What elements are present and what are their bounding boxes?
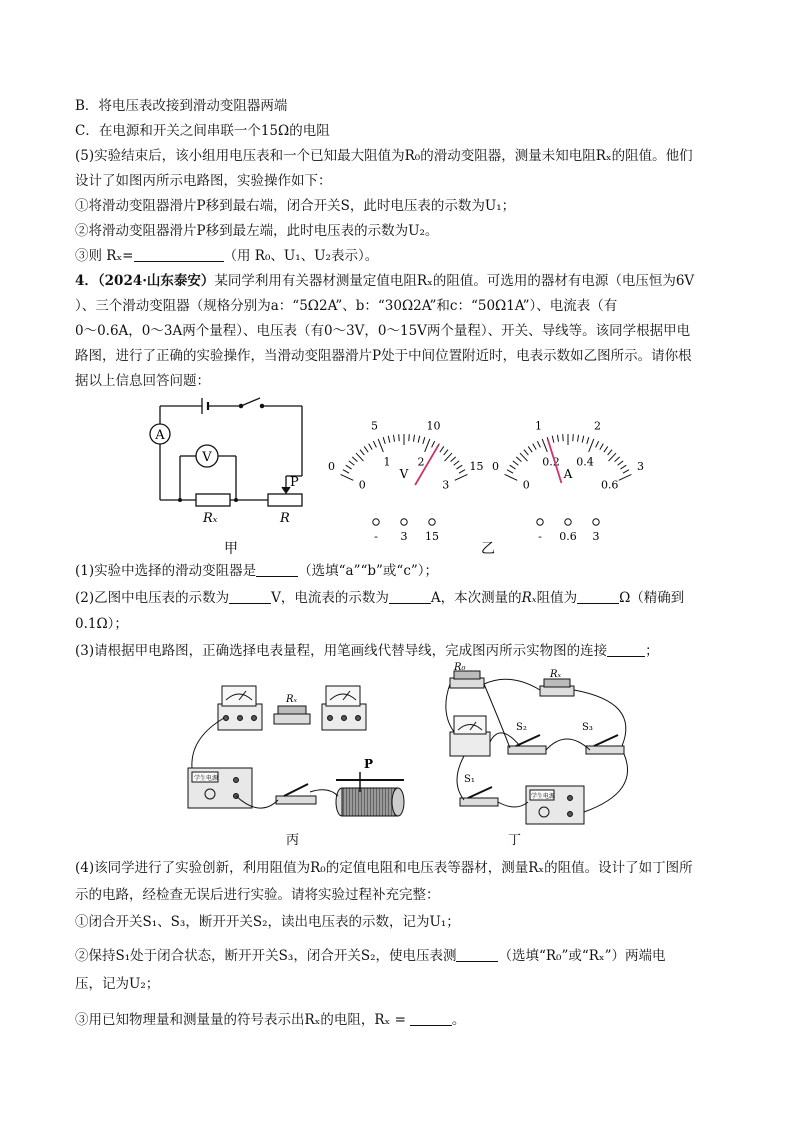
voltmeter-tick — [451, 457, 456, 462]
ammeter-tick — [573, 434, 574, 441]
voltmeter-tick — [373, 441, 376, 447]
ammeter-tick — [589, 439, 594, 452]
voltmeter-tick — [454, 461, 460, 465]
voltmeter-terminal-label: 15 — [425, 530, 439, 543]
ammeter-tick — [623, 470, 629, 473]
voltmeter-tick — [444, 450, 448, 455]
q2-line2: 0.1Ω）； — [75, 616, 128, 632]
voltmeter-tick — [369, 444, 373, 450]
q4sub-step3 — [75, 1010, 465, 1030]
voltmeter-tick — [425, 439, 430, 452]
q4sub-step3-a: ③用已知物理量和测量量的符号表示出Rₓ的电阻，Rₓ = — [75, 1012, 406, 1028]
s2-label: S₂ — [516, 722, 527, 733]
ammeter-tick — [507, 470, 513, 473]
q4sub-line2: 示的电路，经检查无误后进行实验。请将实验过程补充完整： — [75, 887, 440, 903]
circuit-diagram-jia — [140, 396, 320, 556]
voltmeter-tick — [399, 434, 400, 441]
ammeter-tick — [563, 434, 564, 441]
ammeter-tick — [608, 453, 616, 461]
voltmeter-tick — [349, 461, 355, 465]
q3-suffix: ； — [645, 643, 659, 659]
ammeter-tick — [552, 436, 554, 443]
ammeter-terminal[interactable] — [537, 519, 543, 525]
voltmeter-bottom-tick-label: 0 — [358, 478, 366, 492]
voltmeter-terminal[interactable] — [401, 519, 407, 525]
q2-part-c: A，本次测量的 — [430, 590, 522, 606]
q5-step1: ①将滑动变阻器滑片P移到最右端，闭合开关S，此时电压表的示数为U₁； — [75, 198, 516, 214]
voltmeter-terminal[interactable] — [373, 519, 379, 525]
r-label: R — [280, 511, 290, 526]
voltmeter-top-tick-label: 5 — [370, 419, 378, 433]
ding-rx-label: Rₓ — [550, 669, 562, 680]
apparatus-p-label: P — [364, 757, 374, 771]
ammeter-tick — [615, 457, 620, 462]
ammeter-tick — [510, 465, 516, 469]
voltmeter-tick — [409, 434, 410, 441]
voltmeter-tick — [360, 450, 364, 455]
figure-caption-jia: 甲 — [224, 541, 238, 556]
q4sub-step3-b: 。 — [451, 1012, 466, 1028]
ammeter-tick — [524, 450, 528, 455]
option-b: B．将电压表改接到滑动变阻器两端 — [75, 98, 288, 114]
ammeter-bottom-tick-label: 0.4 — [576, 455, 594, 469]
answer-blank[interactable] — [134, 247, 224, 262]
voltmeter-tick — [378, 439, 383, 452]
ammeter-tick — [587, 437, 589, 444]
ding-power-label: 学生电源 — [531, 793, 556, 800]
ammeter-tick — [582, 436, 584, 443]
ammeter-tick — [619, 474, 632, 480]
voltmeter-bottom-tick-label: 1 — [383, 455, 391, 469]
ammeter-tick — [513, 461, 519, 465]
q5-step3 — [75, 246, 378, 266]
voltmeter-terminal[interactable] — [429, 519, 435, 525]
voltmeter-tick — [356, 453, 364, 461]
q4sub-blank-1[interactable] — [456, 947, 498, 962]
q1-suffix: （选填“a”“b”或“c”）； — [298, 563, 439, 579]
voltmeter-tick — [383, 437, 385, 444]
option-c: C．在电源和开关之间串联一个15Ω的电阻 — [75, 123, 330, 139]
q1-line — [75, 561, 438, 581]
ammeter-terminal[interactable] — [565, 519, 571, 525]
voltmeter-tick — [444, 453, 452, 461]
ammeter-tick — [516, 457, 521, 462]
ammeter-tick — [533, 444, 537, 450]
q2-part-e: Ω（精确到 — [619, 590, 685, 606]
ammeter-tick — [608, 450, 612, 455]
q4-line1 — [75, 271, 694, 291]
q2-part-b: V，电流表的示数为 — [271, 590, 389, 606]
apparatus-rx-label: Rₓ — [286, 694, 298, 705]
ammeter-tick — [604, 446, 608, 452]
voltmeter-top-tick-label: 10 — [426, 419, 441, 433]
voltmeter-tick — [432, 441, 435, 447]
meters-yi — [318, 396, 678, 556]
ammeter-tick — [520, 453, 528, 461]
voltmeter-unit: V — [399, 467, 409, 481]
q4sub-step1: ①闭合开关S₁、S₃，断开开关S₂，读出电压表的示数，记为U₁； — [75, 914, 460, 930]
voltmeter-tick — [388, 436, 390, 443]
voltmeter-bottom-tick-label: 3 — [442, 478, 450, 492]
q2-part-a: (2)乙图中电压表的示数为 — [75, 590, 230, 606]
voltmeter-tick — [341, 474, 354, 480]
q4sub-step2-a: ②保持S₁处于闭合状态，断开开关S₃，闭合开关S₂，使电压表测 — [75, 948, 457, 964]
voltmeter-tick — [364, 446, 368, 452]
q1-blank[interactable] — [256, 562, 298, 577]
voltmeter-tick — [455, 474, 468, 480]
voltmeter-terminal-label: 3 — [400, 530, 408, 543]
s1-label: S₁ — [464, 774, 475, 785]
voltmeter-tick — [418, 436, 420, 443]
voltmeter-tick — [346, 465, 352, 469]
q5-step3-suffix: （用 R₀、U₁、U₂表示）。 — [223, 248, 379, 264]
ammeter-tick — [618, 461, 624, 465]
rx-label: Rₓ — [203, 511, 218, 526]
voltmeter-tick — [343, 470, 349, 473]
power-supply-label: 学生电源 — [194, 775, 219, 782]
q4sub-line1: (4)该同学进行了实验创新，利用阻值为R₀的定值电阻和电压表等器材，测量Rₓ的阻值。设计了如丁图所 — [75, 860, 693, 876]
s3-label: S₃ — [582, 722, 593, 733]
ammeter-bottom-tick-label: 0.2 — [542, 455, 560, 469]
q4-line4: 路图，进行了正确的实验操作，当滑动变阻器滑片P处于中间位置附近时，电表示数如乙图所示。请你根 — [75, 348, 692, 364]
voltmeter-tick — [352, 457, 357, 462]
slider-label: P — [290, 475, 299, 490]
ammeter-top-tick-label: 2 — [594, 419, 602, 433]
ammeter-tick — [537, 441, 540, 447]
apparatus-bing — [180, 668, 440, 848]
ammeter-terminal-label: - — [538, 530, 542, 543]
voltmeter-tick — [440, 446, 444, 452]
ammeter-dial — [492, 420, 644, 543]
question-number: 4． — [75, 273, 98, 289]
q4sub-step2-b: （选填“R₀”或“Rₓ”）两端电 — [498, 948, 666, 964]
ammeter-top-tick-label: 1 — [534, 419, 542, 433]
ammeter-bottom-tick-label: 0 — [522, 478, 530, 492]
voltmeter-tick — [459, 470, 465, 473]
q3-blank[interactable] — [607, 642, 645, 657]
ammeter-tick — [528, 446, 532, 452]
q2-blank-resistance[interactable] — [577, 589, 619, 604]
ammeter-unit: A — [563, 467, 573, 481]
voltmeter-tick — [423, 437, 425, 444]
q2-blank-current[interactable] — [389, 589, 431, 604]
ammeter-top-tick-label: 0 — [491, 460, 499, 474]
ammeter-terminal[interactable] — [593, 519, 599, 525]
voltmeter-label: V — [202, 450, 212, 465]
ammeter-terminal-label: 3 — [592, 530, 600, 543]
q3-prefix: (3)请根据甲电路图，正确选择电表量程，用笔画线代替导线，完成图丙所示实物图的连接 — [75, 643, 608, 659]
voltmeter-tick — [413, 435, 414, 442]
ammeter-tick — [505, 474, 518, 480]
q4-line1-text: 某同学利用有关器材测量定值电阻Rₓ的阻值。可选用的器材有电源（电压恒为6V — [214, 273, 695, 289]
voltmeter-tick — [393, 435, 394, 442]
q5-step2: ②将滑动变阻器滑片P移到最左端，此时电压表的示数为U₂。 — [75, 223, 439, 239]
ammeter-tick — [600, 444, 604, 450]
ammeter-tick — [542, 439, 547, 452]
ammeter-tick — [577, 435, 578, 442]
q5-line2: 设计了如图丙所示电路图，实验操作如下： — [75, 173, 332, 189]
ammeter-bottom-tick-label: 0.6 — [600, 478, 619, 492]
figure-caption-ding: 丁 — [508, 833, 522, 848]
question-source: （2024·山东泰安） — [97, 273, 215, 289]
voltmeter-dial — [328, 420, 484, 543]
q2-part-d: 阻值为 — [536, 590, 578, 606]
voltmeter-tick — [456, 465, 462, 469]
voltmeter-top-tick-label: 15 — [469, 460, 484, 474]
voltmeter-terminal-label: - — [374, 530, 378, 543]
q4-line3: 0～0.6A，0～3A两个量程）、电压表（有0～3V，0～15V两个量程）、开关、导线等。该同学根据甲电 — [75, 323, 691, 339]
q4-line5: 据以上信息回答问题： — [75, 373, 210, 389]
q4-line2: ）、三个滑动变阻器（规格分别为a：“5Ω2A”、b：“30Ω2A”和c：“50Ω1A”）、电流表（有 — [75, 298, 618, 314]
voltmeter-top-tick-label: 0 — [327, 460, 335, 474]
ammeter-tick — [596, 441, 599, 447]
q4sub-blank-2[interactable] — [410, 1011, 452, 1026]
q4sub-step2 — [75, 946, 666, 966]
ammeter-label: A — [155, 428, 165, 443]
q5-step3-prefix: ③则 Rₓ= — [75, 248, 134, 264]
ammeter-terminal-label: 0.6 — [559, 530, 577, 543]
q4sub-step2-cont: 压，记为U₂； — [75, 976, 160, 992]
r0-label: R₀ — [454, 662, 466, 673]
ammeter-tick — [557, 435, 558, 442]
q2-blank-voltage[interactable] — [229, 589, 271, 604]
apparatus-ding — [440, 662, 660, 848]
ammeter-top-tick-label: 3 — [637, 460, 645, 474]
figure-caption-bing: 丙 — [286, 833, 300, 848]
voltmeter-bottom-tick-label: 2 — [417, 455, 425, 469]
q3-line — [75, 641, 659, 661]
figure-caption-yi: 乙 — [481, 541, 495, 556]
q1-prefix: (1)实验中选择的滑动变阻器是 — [75, 563, 257, 579]
ammeter-tick — [620, 465, 626, 469]
q2-rx: Rₓ — [521, 590, 537, 606]
q5-line1: (5)实验结束后，该小组用电压表和一个已知最大阻值为R₀的滑动变阻器，测量未知电阻Rₓ的阻值。他们 — [75, 148, 693, 164]
q2-line — [75, 588, 684, 608]
